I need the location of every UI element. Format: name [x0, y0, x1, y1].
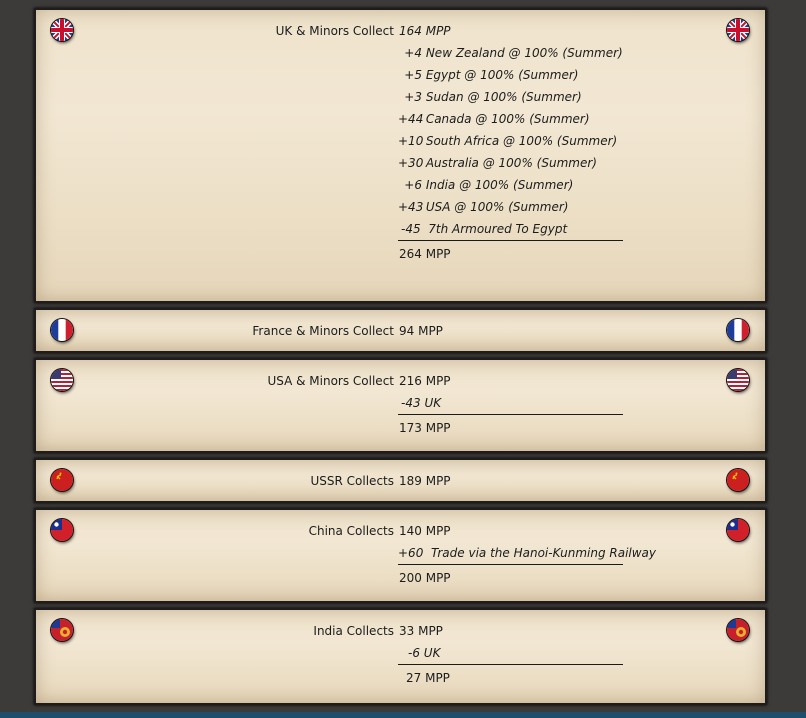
income-line: +4 New Zealand @ 100% (Summer)	[404, 46, 623, 60]
income-line: +3 Sudan @ 100% (Summer)	[404, 90, 582, 104]
china-base-mpp: 140 MPP	[399, 524, 451, 538]
france-flag-icon	[727, 319, 749, 341]
expense-line: -6 UK	[408, 646, 441, 660]
expense-line: -43 UK	[401, 396, 442, 410]
china-flag-icon	[727, 519, 749, 541]
uk-collection-panel	[34, 8, 767, 303]
china-flag-icon	[51, 519, 73, 541]
ussr-base-mpp: 189 MPP	[399, 474, 451, 488]
uk-flag-icon	[727, 19, 749, 41]
ussr-flag-icon	[727, 469, 749, 491]
usa-flag-icon	[727, 369, 749, 391]
uk-base-mpp: 164 MPP	[399, 24, 451, 38]
usa-total-mpp: 173 MPP	[399, 421, 451, 435]
france-collection-panel	[34, 308, 767, 353]
sum-divider	[398, 664, 623, 665]
india-heading-label: India Collects	[313, 624, 394, 638]
ussr-collection-panel	[34, 458, 767, 503]
india-flag-icon	[51, 619, 73, 641]
china-total-mpp: 200 MPP	[399, 571, 451, 585]
usa-collection-panel	[34, 358, 767, 453]
uk-total-mpp: 264 MPP	[399, 247, 451, 261]
income-line: +30 Australia @ 100% (Summer)	[398, 156, 597, 170]
income-line: +43 USA @ 100% (Summer)	[398, 200, 569, 214]
usa-flag-icon	[51, 369, 73, 391]
ussr-flag-icon	[51, 469, 73, 491]
ussr-heading-label: USSR Collects	[310, 474, 394, 488]
uk-heading-label: UK & Minors Collect	[275, 24, 394, 38]
india-base-mpp: 33 MPP	[399, 624, 443, 638]
income-line: +5 Egypt @ 100% (Summer)	[404, 68, 579, 82]
usa-heading-label: USA & Minors Collect	[267, 374, 394, 388]
china-collection-panel	[34, 508, 767, 603]
sum-divider	[398, 564, 623, 565]
france-base-mpp: 94 MPP	[399, 324, 443, 338]
income-line: +60 Trade via the Hanoi-Kunming Railway	[398, 546, 657, 560]
india-collection-panel	[34, 608, 767, 705]
sum-divider	[398, 414, 623, 415]
income-line: +44 Canada @ 100% (Summer)	[398, 112, 590, 126]
france-flag-icon	[51, 319, 73, 341]
expense-line: -45 7th Armoured To Egypt	[401, 222, 568, 236]
usa-base-mpp: 216 MPP	[399, 374, 451, 388]
france-heading-label: France & Minors Collect	[252, 324, 394, 338]
india-total-mpp: 27 MPP	[406, 671, 450, 685]
china-heading-label: China Collects	[308, 524, 394, 538]
sum-divider	[398, 240, 623, 241]
bottom-bar	[0, 712, 806, 718]
india-flag-icon	[727, 619, 749, 641]
uk-flag-icon	[51, 19, 73, 41]
income-line: +10 South Africa @ 100% (Summer)	[398, 134, 618, 148]
income-line: +6 India @ 100% (Summer)	[404, 178, 574, 192]
